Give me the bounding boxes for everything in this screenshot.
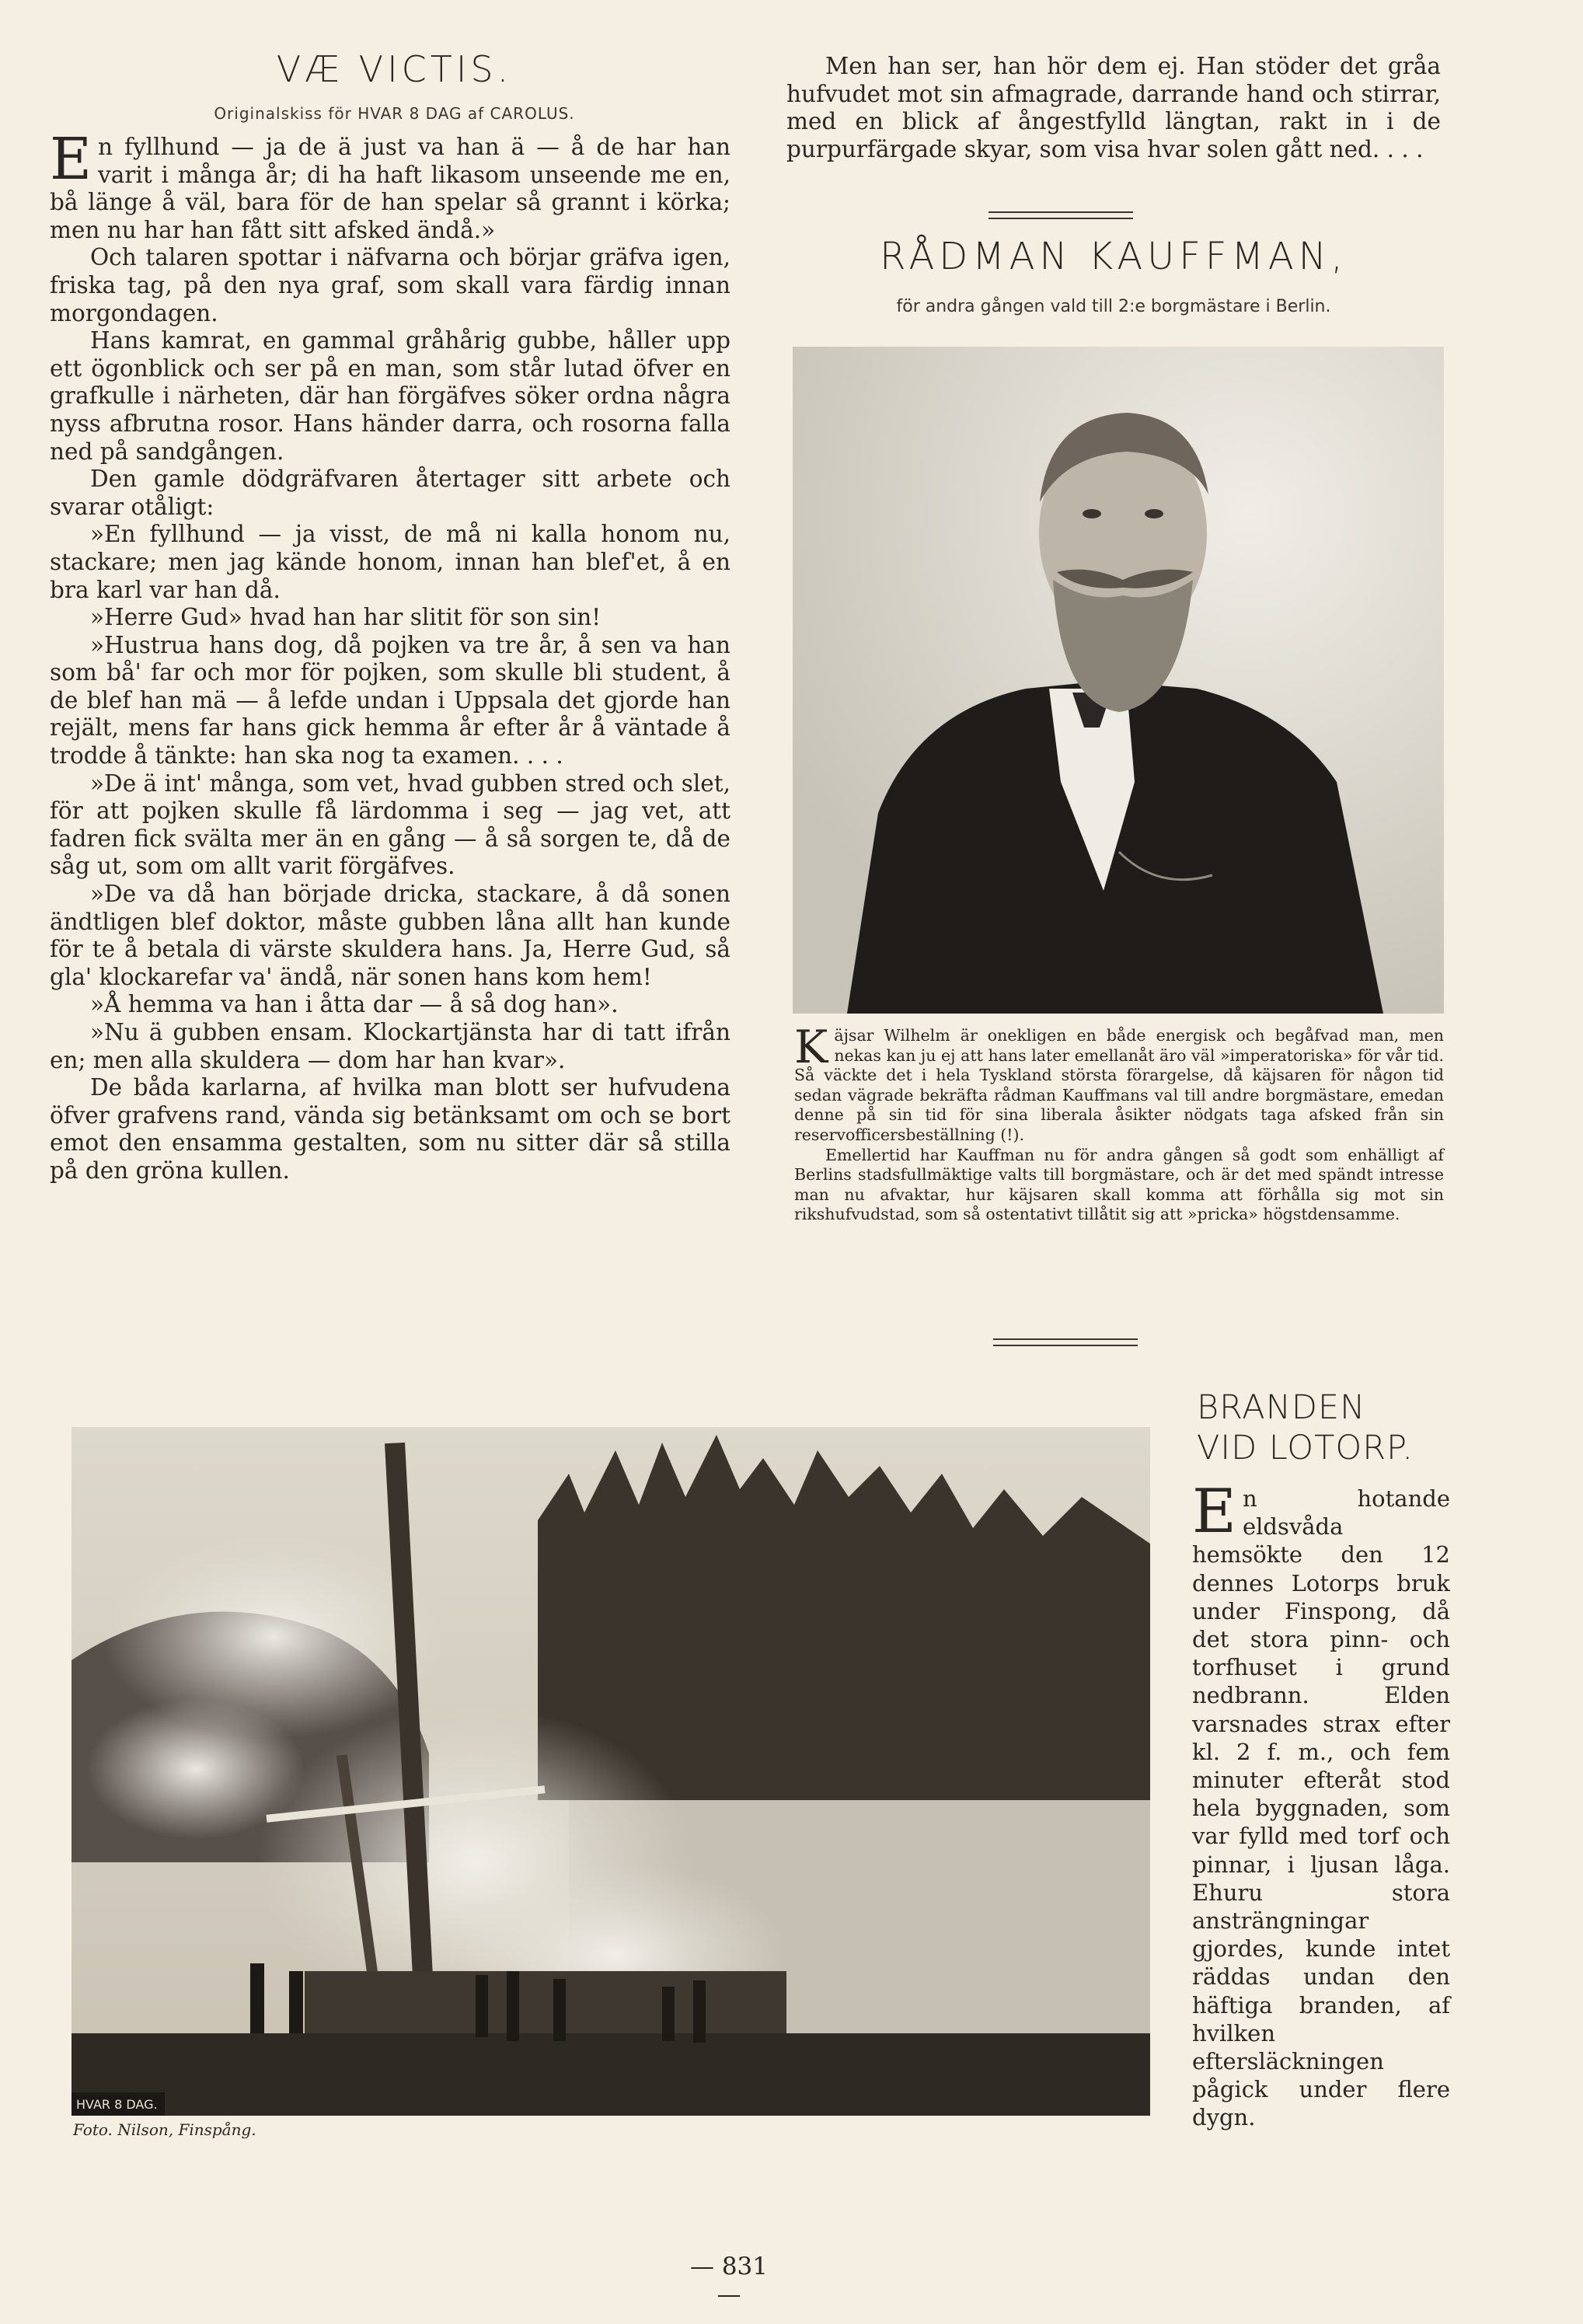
vae-victis-paragraph: »Herre Gud» hvad han har slitit för son sin! — [90, 604, 601, 631]
article-title-vae-victis: VÆ VICTIS. — [276, 48, 513, 90]
drop-cap: E — [1192, 1477, 1236, 1547]
vae-victis-continuation: Men han ser, han hör dem ej. Han stöder det gråa hufvudet mot sin afmagrade, darrande hand och stirrar, med en blick af ångestfylld längtan, rakt in i de purpurfärgade skyar, som visa hvar solen gått ned. . . . — [786, 53, 1441, 162]
branden-text: n hotande eldsvåda hemsökte den 12 dennes Lotorps bruk under Finspong, då det stora pinn- och torfhuset i grund nedbrann. Elden varsnades strax efter kl. 2 f. m., och fem minuter efteråt stod hela byggnaden, som var fylld med torf och pinnar, i ljusan låga. Ehuru stora ansträngningar gjordes, kunde intet räddas undan den häftiga branden, af hvilken eftersläckningen pågick under flere dygn. — [1192, 1485, 1450, 2131]
portrait-illustration — [793, 347, 1444, 1014]
vae-victis-paragraph: »Hustrua hans dog, då pojken va tre år, å sen va han som bå' far och mor för pojken, som skulle bli student, å de blef han mä — å lefde undan i Uppsala det gjorde han rejält, mens far hans gick hemma år efter år å väntade å trodde å tänkte: han ska nog ta examen. . . . — [50, 631, 730, 769]
vae-victis-paragraph-1 — [50, 126, 730, 244]
article-title-kauffman: RÅDMAN KAUFFMAN, — [880, 235, 1348, 278]
vae-victis-paragraph-1-text: n fyllhund — ja de ä just va han ä — å de har han varit i många år; di ha haft likasom unseende me en, bå länge å väl, bara för de han spelar så grannt i körka; men nu har han fått sitt afsked ändå.» — [50, 134, 730, 243]
divider-rule — [993, 1345, 1138, 1346]
vae-victis-paragraph: Och talaren spottar i näfvarna och börjar gräfva igen, friska tag, på den nya graf, som skall vara färdig innan morgondagen. — [50, 244, 730, 326]
portrait-photo-kauffman — [793, 347, 1444, 1014]
article-title-branden-line2: VID LOTORP. — [1197, 1429, 1414, 1467]
branden-paragraph — [1192, 1477, 1450, 2132]
vae-victis-paragraph: »Å hemma va han i åtta dar — å så dog han». — [90, 991, 619, 1018]
vae-victis-paragraph: »En fyllhund — ja visst, de må ni kalla honom nu, stackare; men jag kände honom, innan han blef'et, å en bra karl var han då. — [50, 521, 730, 603]
kauffman-caption-p1-text: äjsar Wilhelm är onekligen en både energisk och begåfvad man, men nekas kan ju ej att hans later emellanåt äro väl »imperatoriska» för vår tid. Så väckte det i hela Tyskland största förargelse, då käjsaren för någon tid sedan vägrade bekräfta rådman Kauffmans val till andre borgmästare, emedan denne på sin tid för sina liberala åsikter nödgats taga afsked från sin reservofficersbeställning (!). — [794, 1026, 1444, 1144]
divider-rule — [989, 211, 1133, 213]
vae-victis-paragraph: De båda karlarna, af hvilka man blott ser hufvudena öfver grafvens rand, vända sig betänksamt om och se bort emot den ensamma gestalten, som nu sitter där så stilla på den gröna kullen. — [50, 1074, 730, 1184]
page-number: — 831 — — [689, 2252, 769, 2308]
vae-victis-paragraph: »De ä int' många, som vet, hvad gubben stred och slet, för att pojken skulle få lärdomma i seg — jag vet, att fadren fick svälta mer än en gång — å så sorgen te, då de såg ut, som om allt varit förgäfves. — [50, 769, 730, 880]
drop-cap: K — [794, 1021, 828, 1073]
kauffman-caption — [794, 1021, 1444, 1225]
fire-illustration — [71, 1427, 1150, 2116]
drop-cap: E — [50, 126, 92, 193]
branden-body — [1192, 1477, 1450, 2132]
photo-stamp: HVAR 8 DAG. — [76, 2097, 158, 2112]
kauffman-caption-paragraph-1 — [794, 1021, 1444, 1146]
vae-victis-paragraph: Den gamle dödgräfvaren återtager sitt arbete och svarar otåligt: — [50, 466, 730, 520]
photo-credit: Foto. Nilson, Finspång. — [73, 2120, 256, 2139]
vae-victis-paragraph: »De va då han började dricka, stackare, å då sonen ändtligen blef doktor, måste gubben låna allt han kunde för te å betala di värste skuldera hans. Ja, Herre Gud, så gla' klockarefar va' ändå, när sonen hans kom hem! — [50, 881, 730, 990]
divider-rule — [989, 218, 1133, 219]
vae-victis-body — [50, 126, 730, 1185]
vae-victis-paragraph: »Nu ä gubben ensam. Klockartjänsta har di tatt ifrån en; men alla skuldera — dom har han kvar». — [50, 1019, 730, 1073]
kauffman-caption-paragraph-2: Emellertid har Kauffman nu för andra gången så godt som enhälligt af Berlins stadsfullmäktige valts till borgmästare, och är det med spändt intresse man nu afvaktar, hur käjsaren skall komma att förhålla sig mot sin rikshufvudstad, som så ostentativt tillåtit sig att »pricka» högstdensamme. — [794, 1145, 1444, 1224]
article-title-branden-line1: BRANDEN — [1197, 1388, 1366, 1427]
vae-victis-paragraph: Hans kamrat, en gammal gråhårig gubbe, håller upp ett ögonblick och ser på en man, som står lutad öfver en grafkulle i närheten, där han förgäfves söker ordna några nyss afbrutna rosor. Hans händer darra, och rosorna falla ned på sandgången. — [50, 327, 730, 465]
article-byline: Originalskiss för HVAR 8 DAG af CAROLUS. — [214, 104, 575, 123]
divider-rule — [993, 1338, 1138, 1340]
kauffman-subtitle: för andra gången vald till 2:e borgmästare i Berlin. — [896, 297, 1331, 316]
fire-photo-lotorp — [71, 1427, 1150, 2116]
